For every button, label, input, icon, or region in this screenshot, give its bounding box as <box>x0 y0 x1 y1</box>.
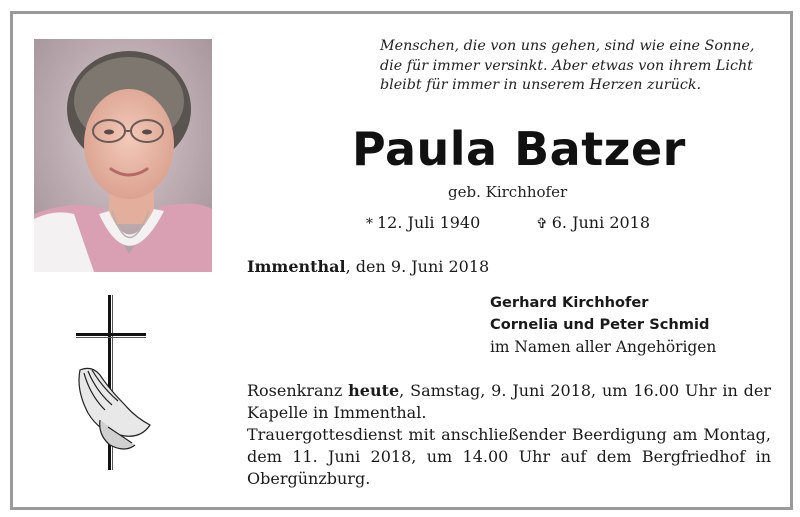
rosary-prefix: Rosenkranz <box>247 381 349 400</box>
rosary-today: heute <box>348 381 400 400</box>
quote-line: Menschen, die von uns gehen, sind wie eine Sonne, <box>380 38 755 54</box>
rosary-paragraph <box>247 380 771 424</box>
birth-date-line <box>366 213 480 232</box>
portrait-photo <box>34 39 212 272</box>
birth-date: 12. Juli 1940 <box>377 213 481 232</box>
funeral-paragraph: Trauergottesdienst mit anschließender Beerdigung am Montag, dem 11. Juni 2018, um 14.00 Uhr auf dem Bergfriedhof in Obergünzburg. <box>247 425 771 488</box>
birth-star-icon: * <box>366 216 373 232</box>
notice-date: , den 9. Juni 2018 <box>345 257 490 276</box>
mourners-block <box>490 292 716 358</box>
service-details <box>247 380 771 490</box>
place-and-date <box>247 257 489 276</box>
mourner-name: Gerhard Kirchhofer <box>490 294 649 311</box>
rosary-details: , Samstag, 9. Juni 2018, um 16.00 Uhr in der Kapelle in Immenthal. <box>247 381 771 422</box>
quote-line: bleibt für immer in unserem Herzen zurück. <box>380 77 702 93</box>
memorial-quote <box>380 37 770 96</box>
deceased-name: Paula Batzer <box>352 122 686 176</box>
maiden-name: geb. Kirchhofer <box>448 183 568 201</box>
death-date: 6. Juni 2018 <box>551 213 651 232</box>
death-date-line <box>536 213 650 232</box>
quote-line: die für immer versinkt. Aber etwas von ihrem Licht <box>380 57 753 74</box>
mourner-name: Cornelia und Peter Schmid <box>490 316 710 333</box>
mourners-closing: im Namen aller Angehörigen <box>490 338 717 356</box>
cross-icon: ✞ <box>536 216 548 232</box>
cross-praying-hands-icon <box>70 295 160 475</box>
place: Immenthal <box>247 257 346 276</box>
